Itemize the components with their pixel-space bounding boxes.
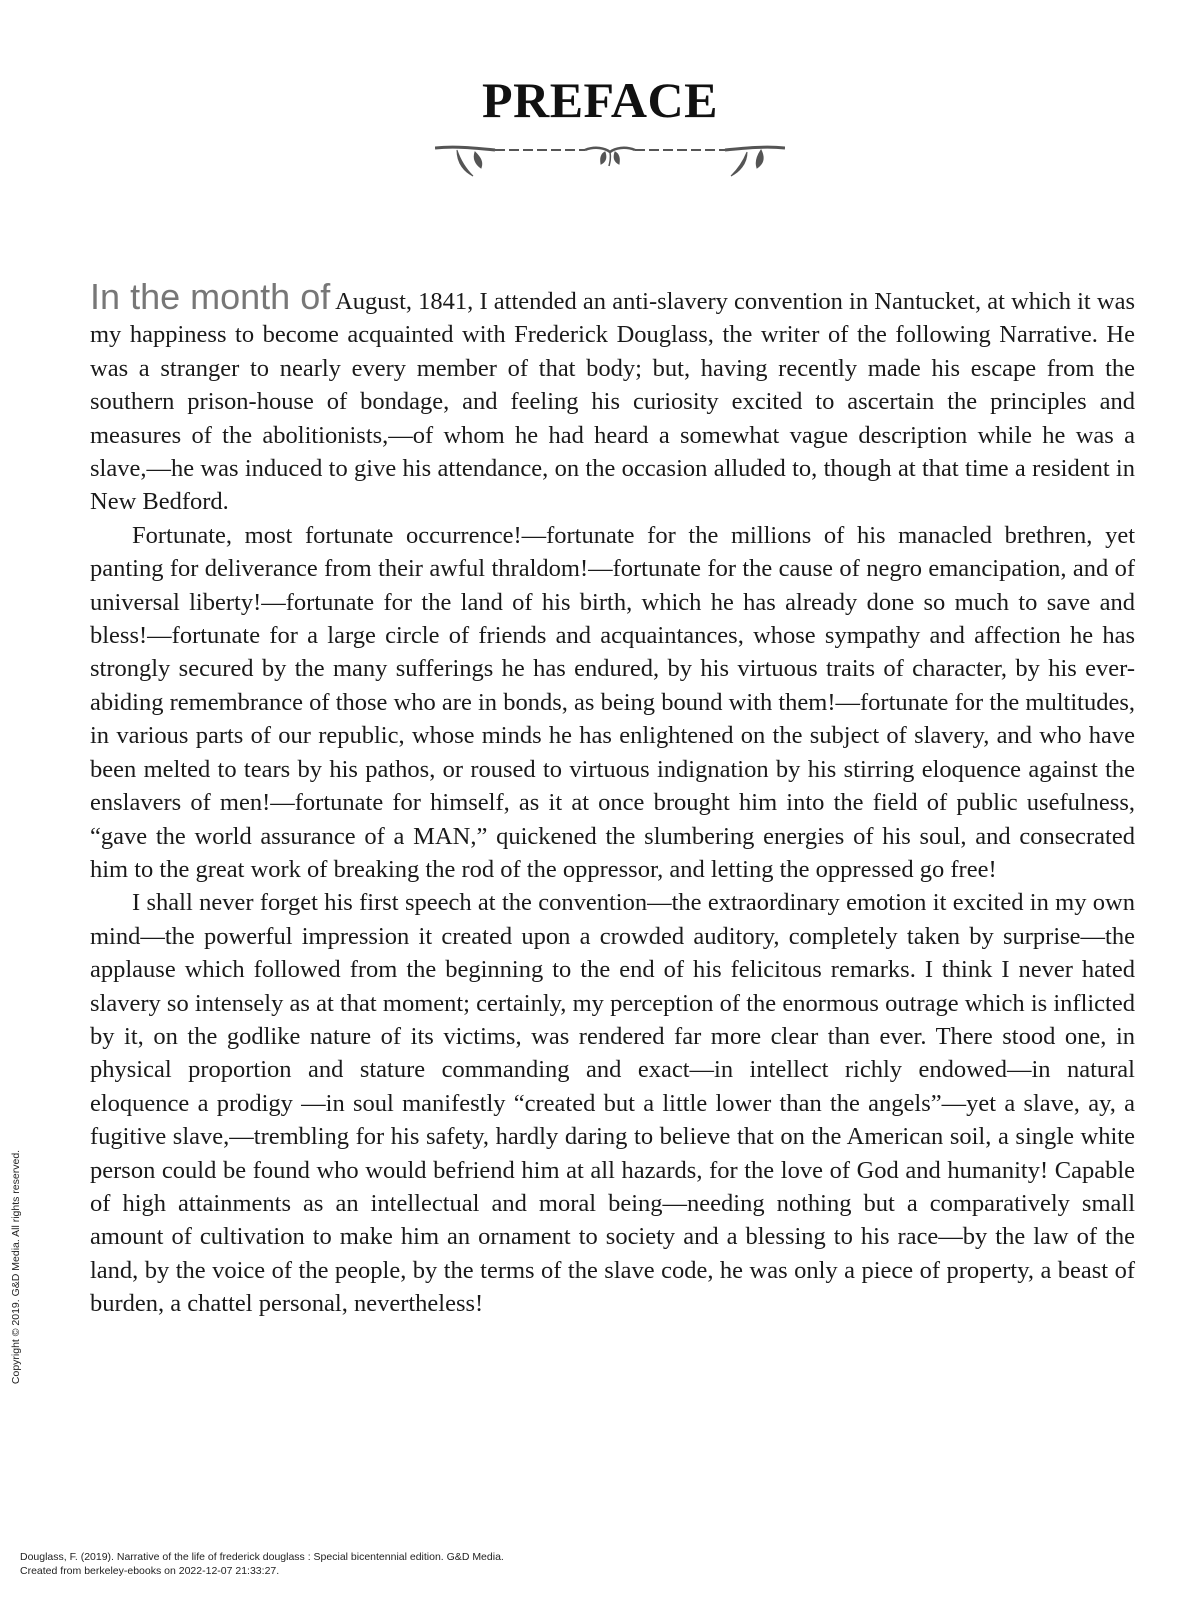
paragraph-2: Fortunate, most fortunate occurrence!—fortunate for the millions of his manacled brethren, yet panting for deliverance from their awful thraldom!—fortunate for the cause of negro emancipation, and of universal liberty!—fortunate for the land of his birth, which he has already done so much to save and bless!—fortunate for a large circle of friends and acquaintances, whose sympathy and affection he has strongly secured by the many sufferings he has endured, by his virtuous traits of character, by his ever-abiding remembrance of those who are in bonds, as being bound with them!—fortunate for the multitudes, in various parts of our republic, whose minds he has enlightened on the subject of slavery, and who have been melted to tears by his pathos, or roused to virtuous indignation by his stirring eloquence against the enslavers of men!—fortunate for himself, as it at once brought him into the field of public usefulness, “gave the world assurance of a MAN,” quickened the slumbering energies of his soul, and consecrated him to the great work of breaking the rod of the oppressor, and letting the oppressed go free! [90,521,1135,883]
side-copyright-notice: Copyright © 2019. G&D Media. All rights reserved. [10,1149,22,1385]
preface-body [90,276,1136,1321]
footer [20,1550,504,1578]
floral-divider-icon [435,140,785,190]
footer-created: Created from berkeley-ebooks on 2022-12-07 21:33:27. [20,1565,280,1577]
footer-citation: Douglass, F. (2019). Narrative of the life of frederick douglass : Special bicentennial edition. G&D Media. [20,1551,504,1563]
lead-in-text: In the month of [90,276,331,317]
paragraph-1 [90,276,1136,519]
paragraph-3: I shall never forget his first speech at the convention—the extraordinary emotion it excited in my own mind—the powerful impression it created upon a crowded auditory, completely taken by surprise—the applause which followed from the beginning to the end of his felicitous remarks. I think I never hated slavery so intensely as at that moment; certainly, my perception of the enormous outrage which is inflicted by it, on the godlike nature of its victims, was rendered far more clear than ever. There stood one, in physical proportion and stature commanding and exact—in intellect richly endowed—in natural eloquence a prodigy —in soul manifestly “created but a little lower than the angels”—yet a slave, ay, a fugitive slave,—trembling for his safety, hardly daring to believe that on the American soil, a single white person could be found who would befriend him at all hazards, for the love of God and humanity! Capable of high attainments as an intellectual and moral being—needing nothing but a comparatively small amount of cultivation to make him an ornament to society and a blessing to his race—by the law of the land, by the voice of the people, by the terms of the slave code, he was only a piece of property, a beast of burden, a chattel personal, nevertheless! [90,889,1135,1318]
paragraph-1-text: August, 1841, I attended an anti-slavery convention in Nantucket, at which it was my happiness to become acquainted with Frederick Douglass, the writer of the following Narrative. He was a stranger to nearly every member of that body; but, having recently made his escape from the southern prison-house of bondage, and feeling his curiosity excited to ascertain the principles and measures of the abolitionists,—of whom he had heard a somewhat vague description while he was a slave,—he was induced to give his attendance, on the occasion alluded to, though at that time a resident in New Bedford. [90,288,1136,516]
page-title: PREFACE [482,72,718,128]
